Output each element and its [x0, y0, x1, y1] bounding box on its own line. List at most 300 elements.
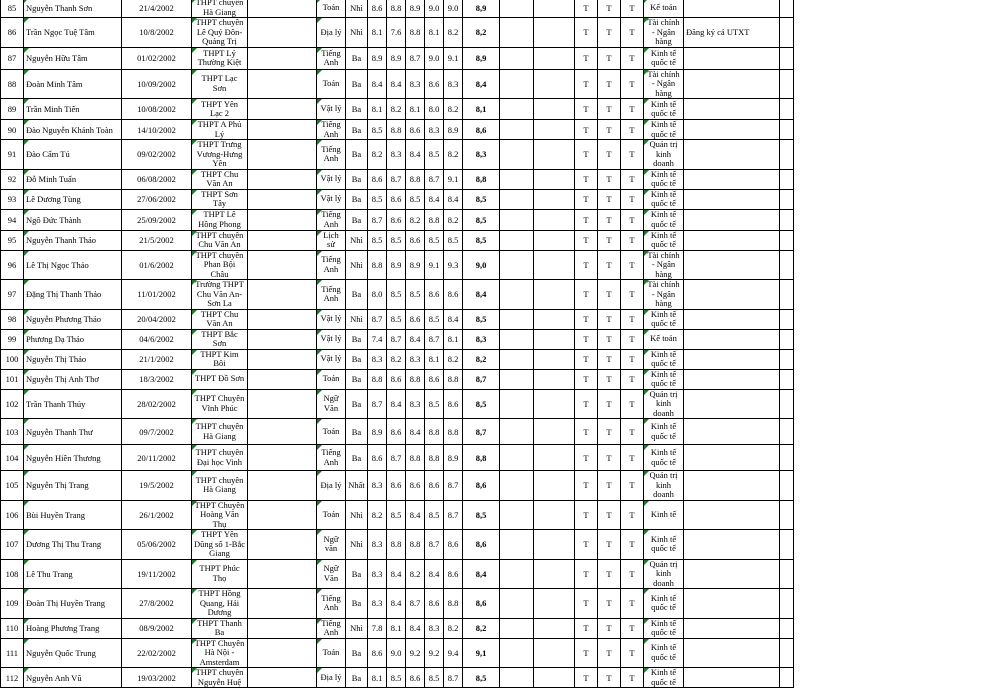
student-name-cell[interactable]: Nguyễn Thị Trang: [24, 471, 122, 501]
score-cell[interactable]: 8.2: [406, 209, 425, 230]
score-cell[interactable]: 8.8: [368, 369, 387, 389]
score-cell[interactable]: 8.9: [368, 419, 387, 445]
score-cell[interactable]: 8.0: [425, 99, 444, 120]
check-cell[interactable]: T: [575, 618, 598, 638]
empty-cell[interactable]: [500, 209, 534, 230]
empty-cell[interactable]: [248, 280, 317, 310]
school-cell[interactable]: THPT Phúc Thọ: [192, 559, 248, 589]
score-cell[interactable]: 8.6: [387, 209, 406, 230]
empty-cell[interactable]: [534, 309, 575, 329]
prize-cell[interactable]: Ba: [346, 638, 368, 668]
score-cell[interactable]: 8.2: [444, 99, 463, 120]
dob-cell[interactable]: 09/02/2002: [122, 140, 192, 170]
check-cell[interactable]: T: [598, 668, 621, 688]
average-cell[interactable]: 8,5: [463, 389, 500, 419]
student-name-cell[interactable]: Nguyễn Quốc Trung: [24, 638, 122, 668]
score-cell[interactable]: 8.6: [387, 189, 406, 209]
score-cell[interactable]: 8.5: [368, 230, 387, 250]
subject-cell[interactable]: Toán: [317, 69, 346, 99]
score-cell[interactable]: 8.5: [425, 668, 444, 688]
row-number-cell[interactable]: 89: [1, 99, 24, 120]
score-cell[interactable]: 8.5: [444, 230, 463, 250]
check-cell[interactable]: T: [621, 668, 644, 688]
major-cell[interactable]: Kế toán: [644, 0, 684, 18]
row-number-cell[interactable]: 94: [1, 209, 24, 230]
score-cell[interactable]: 8.7: [444, 668, 463, 688]
score-cell[interactable]: 8.4: [406, 419, 425, 445]
dob-cell[interactable]: 27/06/2002: [122, 189, 192, 209]
empty-cell[interactable]: [500, 369, 534, 389]
empty-cell[interactable]: [500, 500, 534, 530]
subject-cell[interactable]: Tiếng Anh: [317, 47, 346, 69]
major-cell[interactable]: Kinh tế quốc tế: [644, 189, 684, 209]
score-cell[interactable]: 8.6: [406, 120, 425, 140]
dob-cell[interactable]: 10/8/2002: [122, 18, 192, 48]
score-cell[interactable]: 8.4: [387, 559, 406, 589]
score-cell[interactable]: 8.5: [387, 668, 406, 688]
prize-cell[interactable]: Ba: [346, 120, 368, 140]
prize-cell[interactable]: Ba: [346, 559, 368, 589]
major-cell[interactable]: Kinh tế quốc tế: [644, 349, 684, 369]
average-cell[interactable]: 8,2: [463, 349, 500, 369]
empty-cell[interactable]: [500, 638, 534, 668]
score-cell[interactable]: 8.8: [425, 419, 444, 445]
student-name-cell[interactable]: Đào Nguyễn Khánh Toàn: [24, 120, 122, 140]
subject-cell[interactable]: Tiếng Anh: [317, 618, 346, 638]
school-cell[interactable]: THPT Bắc Sơn: [192, 329, 248, 349]
average-cell[interactable]: 8,9: [463, 47, 500, 69]
score-cell[interactable]: 8.2: [368, 140, 387, 170]
empty-cell[interactable]: [780, 668, 794, 688]
average-cell[interactable]: 8,2: [463, 618, 500, 638]
average-cell[interactable]: 8,6: [463, 471, 500, 501]
empty-cell[interactable]: [500, 69, 534, 99]
score-cell[interactable]: 8.5: [425, 500, 444, 530]
empty-cell[interactable]: [248, 250, 317, 280]
note-cell[interactable]: [684, 445, 780, 471]
check-cell[interactable]: T: [598, 369, 621, 389]
school-cell[interactable]: THPT chuyên Lê Quý Đôn-Quảng Trị: [192, 18, 248, 48]
score-cell[interactable]: 8.4: [387, 69, 406, 99]
major-cell[interactable]: Tài chính - Ngân hàng: [644, 250, 684, 280]
score-cell[interactable]: 9.1: [425, 250, 444, 280]
empty-cell[interactable]: [248, 329, 317, 349]
empty-cell[interactable]: [534, 18, 575, 48]
score-cell[interactable]: 8.5: [387, 230, 406, 250]
empty-cell[interactable]: [534, 559, 575, 589]
empty-cell[interactable]: [780, 500, 794, 530]
empty-cell[interactable]: [248, 618, 317, 638]
student-name-cell[interactable]: Nguyễn Anh Vũ: [24, 668, 122, 688]
note-cell[interactable]: [684, 589, 780, 619]
major-cell[interactable]: Kinh tế quốc tế: [644, 419, 684, 445]
empty-cell[interactable]: [248, 638, 317, 668]
student-name-cell[interactable]: Nguyễn Thanh Sơn: [24, 0, 122, 18]
check-cell[interactable]: T: [598, 329, 621, 349]
empty-cell[interactable]: [534, 500, 575, 530]
check-cell[interactable]: T: [575, 530, 598, 560]
school-cell[interactable]: THPT Hồng Quang, Hải Dương: [192, 589, 248, 619]
empty-cell[interactable]: [248, 389, 317, 419]
empty-cell[interactable]: [248, 169, 317, 189]
subject-cell[interactable]: Vật lý: [317, 189, 346, 209]
student-name-cell[interactable]: Nguyễn Thanh Thảo: [24, 230, 122, 250]
school-cell[interactable]: THPT Kim Bôi: [192, 349, 248, 369]
student-name-cell[interactable]: Nguyễn Hiền Thương: [24, 445, 122, 471]
check-cell[interactable]: T: [621, 530, 644, 560]
score-cell[interactable]: 9.0: [387, 638, 406, 668]
score-cell[interactable]: 8.1: [387, 618, 406, 638]
score-cell[interactable]: 8.7: [406, 47, 425, 69]
score-cell[interactable]: 8.3: [444, 69, 463, 99]
dob-cell[interactable]: 26/1/2002: [122, 500, 192, 530]
score-cell[interactable]: 8.8: [406, 530, 425, 560]
major-cell[interactable]: Kinh tế quốc tế: [644, 369, 684, 389]
major-cell[interactable]: Tài chính - Ngân hàng: [644, 69, 684, 99]
check-cell[interactable]: T: [598, 230, 621, 250]
major-cell[interactable]: Kinh tế quốc tế: [644, 589, 684, 619]
score-cell[interactable]: 8.8: [387, 120, 406, 140]
check-cell[interactable]: T: [621, 140, 644, 170]
check-cell[interactable]: T: [575, 668, 598, 688]
prize-cell[interactable]: Ba: [346, 169, 368, 189]
score-cell[interactable]: 8.2: [387, 99, 406, 120]
empty-cell[interactable]: [780, 47, 794, 69]
empty-cell[interactable]: [534, 47, 575, 69]
row-number-cell[interactable]: 109: [1, 589, 24, 619]
dob-cell[interactable]: 27/8/2002: [122, 589, 192, 619]
school-cell[interactable]: THPT chuyên Đại học Vinh: [192, 445, 248, 471]
student-name-cell[interactable]: Trần Thanh Thủy: [24, 389, 122, 419]
empty-cell[interactable]: [248, 140, 317, 170]
school-cell[interactable]: THPT Lý Thường Kiệt: [192, 47, 248, 69]
score-cell[interactable]: 8.6: [406, 668, 425, 688]
school-cell[interactable]: THPT Chuyên Hoàng Văn Thụ: [192, 500, 248, 530]
row-number-cell[interactable]: 107: [1, 530, 24, 560]
score-cell[interactable]: 8.1: [368, 18, 387, 48]
score-cell[interactable]: 8.3: [425, 618, 444, 638]
prize-cell[interactable]: Nhì: [346, 530, 368, 560]
row-number-cell[interactable]: 99: [1, 329, 24, 349]
empty-cell[interactable]: [500, 189, 534, 209]
check-cell[interactable]: T: [598, 18, 621, 48]
school-cell[interactable]: THPT Đồ Sơn: [192, 369, 248, 389]
student-name-cell[interactable]: Nguyễn Thị Anh Thơ: [24, 369, 122, 389]
school-cell[interactable]: THPT Chuyên Vĩnh Phúc: [192, 389, 248, 419]
score-cell[interactable]: 8.1: [444, 329, 463, 349]
score-cell[interactable]: 8.4: [368, 69, 387, 99]
average-cell[interactable]: 8,2: [463, 18, 500, 48]
empty-cell[interactable]: [500, 230, 534, 250]
dob-cell[interactable]: 20/11/2002: [122, 445, 192, 471]
major-cell[interactable]: Kinh tế quốc tế: [644, 99, 684, 120]
score-cell[interactable]: 8.3: [368, 349, 387, 369]
subject-cell[interactable]: Ngữ Văn: [317, 559, 346, 589]
empty-cell[interactable]: [534, 618, 575, 638]
empty-cell[interactable]: [500, 140, 534, 170]
average-cell[interactable]: 8,3: [463, 329, 500, 349]
score-cell[interactable]: 8.1: [368, 99, 387, 120]
score-cell[interactable]: 8.6: [406, 471, 425, 501]
row-number-cell[interactable]: 112: [1, 668, 24, 688]
score-cell[interactable]: 8.8: [425, 445, 444, 471]
major-cell[interactable]: Kinh tế quốc tế: [644, 120, 684, 140]
major-cell[interactable]: Kinh tế: [644, 500, 684, 530]
subject-cell[interactable]: Địa lý: [317, 471, 346, 501]
score-cell[interactable]: 8.7: [425, 329, 444, 349]
check-cell[interactable]: T: [575, 0, 598, 18]
dob-cell[interactable]: 22/02/2002: [122, 638, 192, 668]
empty-cell[interactable]: [780, 530, 794, 560]
prize-cell[interactable]: Ba: [346, 389, 368, 419]
dob-cell[interactable]: 21/5/2002: [122, 230, 192, 250]
empty-cell[interactable]: [780, 209, 794, 230]
school-cell[interactable]: THPT Lê Hồng Phong: [192, 209, 248, 230]
check-cell[interactable]: T: [621, 419, 644, 445]
subject-cell[interactable]: Ngữ Văn: [317, 389, 346, 419]
school-cell[interactable]: THPT Chuyên Hà Nội - Amsterdam: [192, 638, 248, 668]
dob-cell[interactable]: 14/10/2002: [122, 120, 192, 140]
check-cell[interactable]: T: [598, 99, 621, 120]
note-cell[interactable]: [684, 500, 780, 530]
empty-cell[interactable]: [780, 559, 794, 589]
dob-cell[interactable]: 20/04/2002: [122, 309, 192, 329]
check-cell[interactable]: T: [575, 47, 598, 69]
average-cell[interactable]: 8,8: [463, 169, 500, 189]
school-cell[interactable]: THPT chuyên Phan Bội Châu: [192, 250, 248, 280]
empty-cell[interactable]: [500, 389, 534, 419]
row-number-cell[interactable]: 93: [1, 189, 24, 209]
empty-cell[interactable]: [534, 209, 575, 230]
row-number-cell[interactable]: 104: [1, 445, 24, 471]
score-cell[interactable]: 8.9: [387, 47, 406, 69]
score-cell[interactable]: 8.5: [425, 309, 444, 329]
score-cell[interactable]: 8.0: [368, 280, 387, 310]
dob-cell[interactable]: 10/08/2002: [122, 99, 192, 120]
note-cell[interactable]: [684, 169, 780, 189]
student-name-cell[interactable]: Nguyễn Hữu Tâm: [24, 47, 122, 69]
score-cell[interactable]: 7.6: [387, 18, 406, 48]
score-cell[interactable]: 8.1: [425, 349, 444, 369]
empty-cell[interactable]: [534, 140, 575, 170]
major-cell[interactable]: Tài chính - Ngân hàng: [644, 280, 684, 310]
empty-cell[interactable]: [780, 280, 794, 310]
score-cell[interactable]: 9.0: [425, 47, 444, 69]
school-cell[interactable]: THPT chuyên Hà Giang: [192, 419, 248, 445]
student-name-cell[interactable]: Phương Dạ Thảo: [24, 329, 122, 349]
empty-cell[interactable]: [500, 589, 534, 619]
check-cell[interactable]: T: [598, 140, 621, 170]
empty-cell[interactable]: [248, 471, 317, 501]
note-cell[interactable]: [684, 389, 780, 419]
score-cell[interactable]: 8.3: [368, 530, 387, 560]
school-cell[interactable]: THPT chuyên Hà Giang: [192, 471, 248, 501]
empty-cell[interactable]: [500, 99, 534, 120]
check-cell[interactable]: T: [621, 559, 644, 589]
prize-cell[interactable]: Nhì: [346, 500, 368, 530]
prize-cell[interactable]: Nhì: [346, 618, 368, 638]
empty-cell[interactable]: [500, 419, 534, 445]
empty-cell[interactable]: [500, 169, 534, 189]
row-number-cell[interactable]: 90: [1, 120, 24, 140]
average-cell[interactable]: 8,1: [463, 99, 500, 120]
empty-cell[interactable]: [780, 329, 794, 349]
row-number-cell[interactable]: 110: [1, 618, 24, 638]
check-cell[interactable]: T: [621, 309, 644, 329]
check-cell[interactable]: T: [598, 280, 621, 310]
check-cell[interactable]: T: [575, 189, 598, 209]
check-cell[interactable]: T: [598, 189, 621, 209]
prize-cell[interactable]: Nhì: [346, 230, 368, 250]
major-cell[interactable]: Tài chính - Ngân hàng: [644, 18, 684, 48]
check-cell[interactable]: T: [598, 47, 621, 69]
check-cell[interactable]: T: [621, 618, 644, 638]
score-cell[interactable]: 8.9: [406, 0, 425, 18]
row-number-cell[interactable]: 101: [1, 369, 24, 389]
empty-cell[interactable]: [534, 169, 575, 189]
check-cell[interactable]: T: [598, 618, 621, 638]
score-cell[interactable]: 8.3: [387, 140, 406, 170]
prize-cell[interactable]: Nhì: [346, 250, 368, 280]
average-cell[interactable]: 8,4: [463, 280, 500, 310]
check-cell[interactable]: T: [621, 169, 644, 189]
check-cell[interactable]: T: [621, 349, 644, 369]
school-cell[interactable]: THPT chuyên Hà Giang: [192, 0, 248, 18]
score-cell[interactable]: 8.4: [425, 189, 444, 209]
subject-cell[interactable]: Tiếng Anh: [317, 140, 346, 170]
average-cell[interactable]: 8,5: [463, 668, 500, 688]
empty-cell[interactable]: [780, 0, 794, 18]
check-cell[interactable]: T: [621, 189, 644, 209]
student-name-cell[interactable]: Trần Ngọc Tuệ Tâm: [24, 18, 122, 48]
empty-cell[interactable]: [534, 280, 575, 310]
school-cell[interactable]: THPT Chu Văn An: [192, 309, 248, 329]
major-cell[interactable]: Quản trị kinh doanh: [644, 471, 684, 501]
school-cell[interactable]: THPT Sơn Tây: [192, 189, 248, 209]
student-name-cell[interactable]: Đoàn Minh Tâm: [24, 69, 122, 99]
score-cell[interactable]: 8.6: [406, 309, 425, 329]
empty-cell[interactable]: [534, 638, 575, 668]
check-cell[interactable]: T: [575, 500, 598, 530]
check-cell[interactable]: T: [621, 230, 644, 250]
empty-cell[interactable]: [534, 471, 575, 501]
check-cell[interactable]: T: [621, 99, 644, 120]
note-cell[interactable]: [684, 559, 780, 589]
check-cell[interactable]: T: [575, 140, 598, 170]
check-cell[interactable]: T: [621, 589, 644, 619]
empty-cell[interactable]: [780, 638, 794, 668]
score-cell[interactable]: 7.8: [368, 618, 387, 638]
average-cell[interactable]: 8,9: [463, 0, 500, 18]
average-cell[interactable]: 8,5: [463, 230, 500, 250]
empty-cell[interactable]: [780, 349, 794, 369]
note-cell[interactable]: [684, 140, 780, 170]
prize-cell[interactable]: Ba: [346, 140, 368, 170]
empty-cell[interactable]: [780, 230, 794, 250]
score-cell[interactable]: 8.8: [406, 445, 425, 471]
prize-cell[interactable]: Nhất: [346, 471, 368, 501]
empty-cell[interactable]: [248, 349, 317, 369]
subject-cell[interactable]: Toán: [317, 638, 346, 668]
student-name-cell[interactable]: Nguyễn Thị Thảo: [24, 349, 122, 369]
check-cell[interactable]: T: [598, 445, 621, 471]
empty-cell[interactable]: [500, 47, 534, 69]
score-cell[interactable]: 8.2: [387, 349, 406, 369]
check-cell[interactable]: T: [598, 471, 621, 501]
empty-cell[interactable]: [780, 589, 794, 619]
note-cell[interactable]: [684, 0, 780, 18]
score-cell[interactable]: 8.2: [444, 209, 463, 230]
note-cell[interactable]: [684, 209, 780, 230]
subject-cell[interactable]: Vật lý: [317, 169, 346, 189]
prize-cell[interactable]: Ba: [346, 209, 368, 230]
empty-cell[interactable]: [500, 349, 534, 369]
score-cell[interactable]: 8.6: [444, 389, 463, 419]
check-cell[interactable]: T: [621, 47, 644, 69]
prize-cell[interactable]: Ba: [346, 668, 368, 688]
dob-cell[interactable]: 01/02/2002: [122, 47, 192, 69]
note-cell[interactable]: [684, 369, 780, 389]
check-cell[interactable]: T: [575, 419, 598, 445]
check-cell[interactable]: T: [598, 589, 621, 619]
score-cell[interactable]: 8.8: [387, 530, 406, 560]
score-cell[interactable]: 8.6: [406, 230, 425, 250]
empty-cell[interactable]: [534, 589, 575, 619]
check-cell[interactable]: T: [598, 349, 621, 369]
empty-cell[interactable]: [500, 280, 534, 310]
score-cell[interactable]: 8.4: [406, 618, 425, 638]
score-cell[interactable]: 8.6: [444, 559, 463, 589]
row-number-cell[interactable]: 103: [1, 419, 24, 445]
student-name-cell[interactable]: Nguyễn Thanh Thư: [24, 419, 122, 445]
check-cell[interactable]: T: [575, 69, 598, 99]
average-cell[interactable]: 8,5: [463, 500, 500, 530]
empty-cell[interactable]: [534, 530, 575, 560]
score-cell[interactable]: 8.6: [368, 169, 387, 189]
check-cell[interactable]: T: [621, 500, 644, 530]
check-cell[interactable]: T: [621, 209, 644, 230]
score-cell[interactable]: 9.0: [444, 0, 463, 18]
empty-cell[interactable]: [780, 18, 794, 48]
score-cell[interactable]: 8.6: [368, 638, 387, 668]
empty-cell[interactable]: [500, 559, 534, 589]
score-cell[interactable]: 9.2: [406, 638, 425, 668]
score-cell[interactable]: 8.4: [387, 589, 406, 619]
empty-cell[interactable]: [248, 369, 317, 389]
dob-cell[interactable]: 06/08/2002: [122, 169, 192, 189]
major-cell[interactable]: Kinh tế quốc tế: [644, 309, 684, 329]
check-cell[interactable]: T: [621, 445, 644, 471]
score-cell[interactable]: 8.2: [444, 349, 463, 369]
score-cell[interactable]: 8.6: [425, 369, 444, 389]
subject-cell[interactable]: Địa lý: [317, 668, 346, 688]
score-cell[interactable]: 8.6: [368, 445, 387, 471]
empty-cell[interactable]: [534, 369, 575, 389]
empty-cell[interactable]: [780, 69, 794, 99]
score-cell[interactable]: 8.7: [406, 589, 425, 619]
row-number-cell[interactable]: 105: [1, 471, 24, 501]
score-cell[interactable]: 8.6: [387, 369, 406, 389]
empty-cell[interactable]: [500, 250, 534, 280]
check-cell[interactable]: T: [598, 559, 621, 589]
dob-cell[interactable]: 19/11/2002: [122, 559, 192, 589]
average-cell[interactable]: 8,4: [463, 69, 500, 99]
major-cell[interactable]: Quản trị kinh doanh: [644, 559, 684, 589]
school-cell[interactable]: THPT A Phủ Lý: [192, 120, 248, 140]
empty-cell[interactable]: [534, 349, 575, 369]
major-cell[interactable]: Kinh tế quốc tế: [644, 530, 684, 560]
subject-cell[interactable]: Tiếng Anh: [317, 250, 346, 280]
